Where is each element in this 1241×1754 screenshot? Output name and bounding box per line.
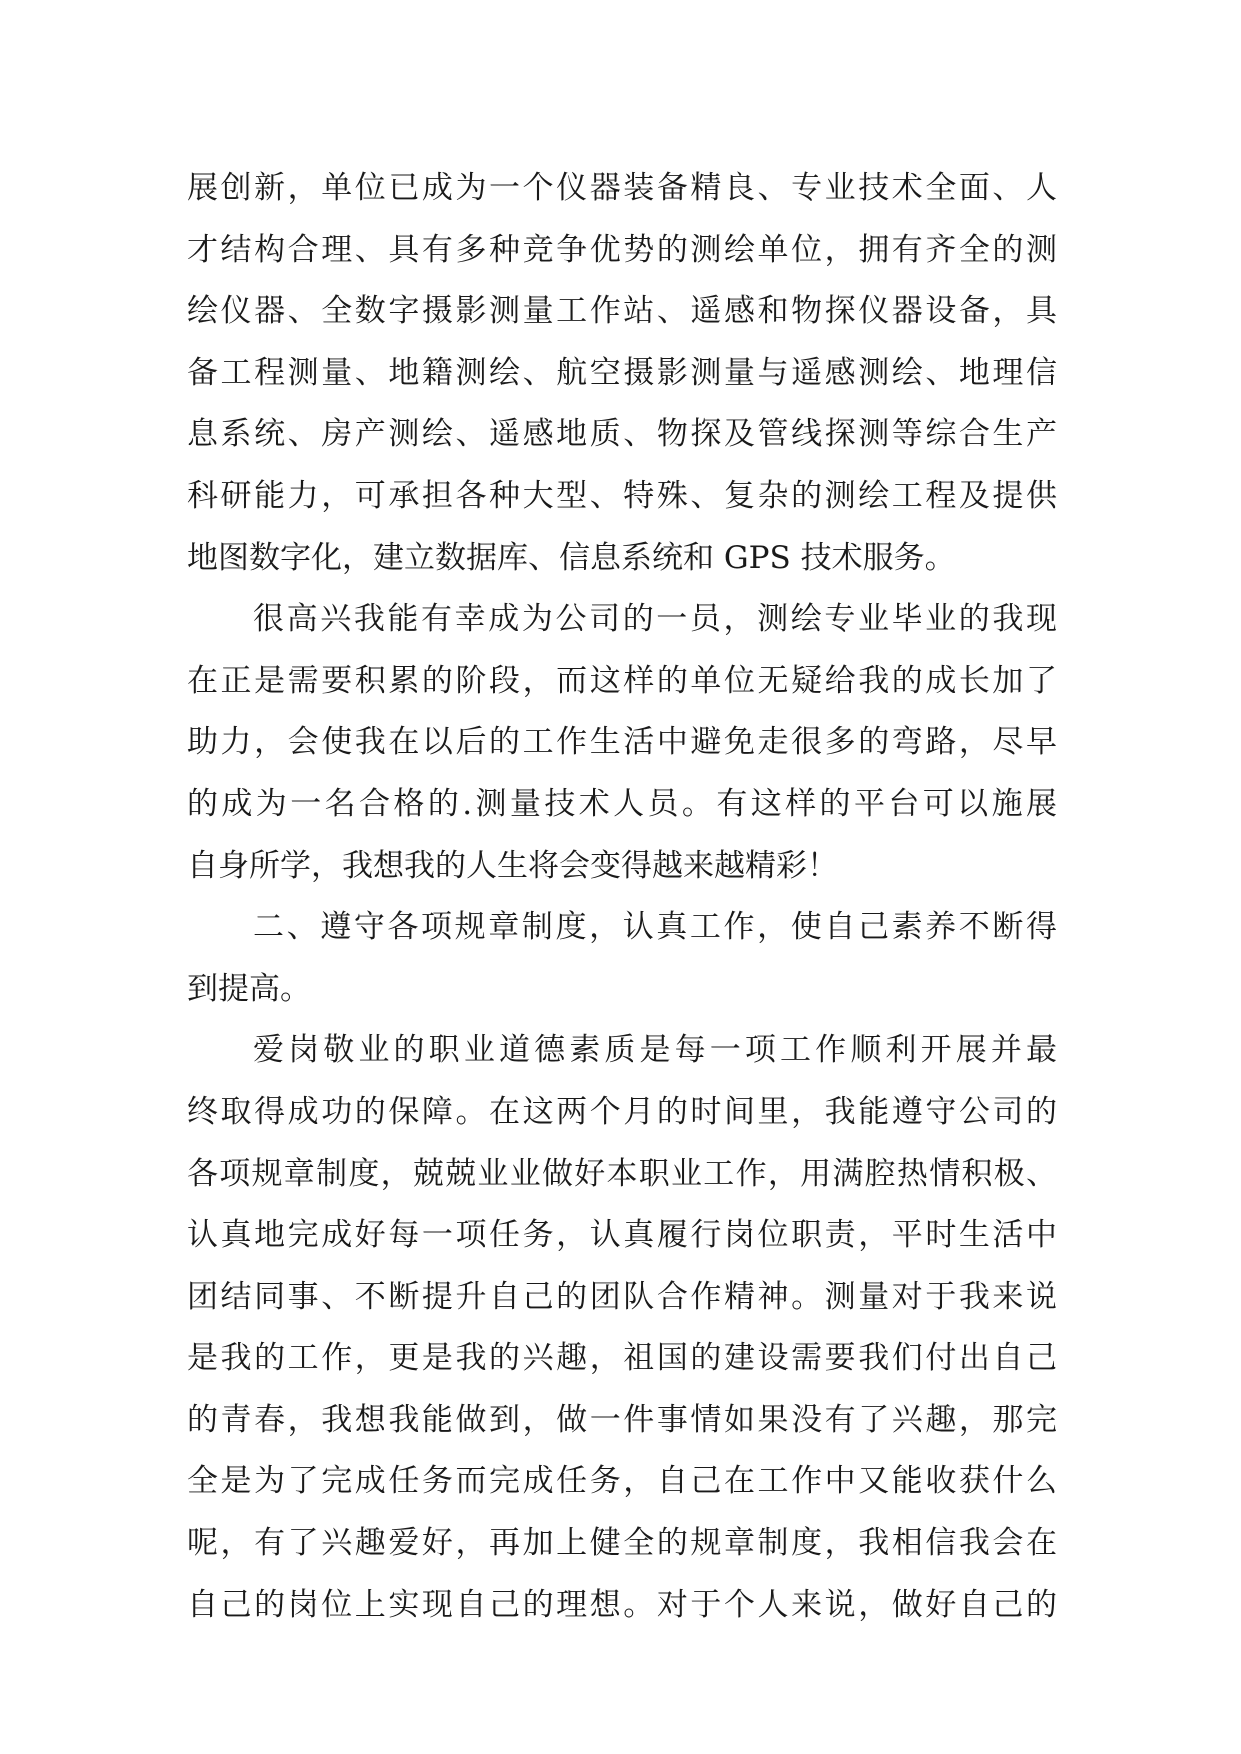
section-heading-line: 二、遵守各项规章制度，认真工作，使自己素养不断得	[253, 909, 1057, 946]
text-line: 息系统、房产测绘、遥感地质、物探及管线探测等综合生产	[187, 416, 1057, 453]
text-line: 绘仪器、全数字摄影测量工作站、遥感和物探仪器设备，具	[187, 293, 1057, 330]
text-line-paragraph-end: 自身所学，我想我的人生将会变得越来越精彩！	[187, 847, 838, 884]
text-line: 是我的工作，更是我的兴趣，祖国的建设需要我们付出自己	[187, 1340, 1057, 1377]
text-line: 的成为一名合格的.测量技术人员。有这样的平台可以施展	[187, 785, 1057, 822]
text-line: 团结同事、不断提升自己的团队合作精神。测量对于我来说	[187, 1278, 1057, 1315]
text-line-paragraph-start: 很高兴我能有幸成为公司的一员，测绘专业毕业的我现	[253, 601, 1057, 638]
text-line: 展创新，单位已成为一个仪器装备精良、专业技术全面、人	[187, 170, 1057, 206]
text-line-paragraph-end: 地图数字化，建立数据库、信息系统和 GPS 技术服务。	[187, 539, 956, 576]
text-line: 终取得成功的保障。在这两个月的时间里，我能遵守公司的	[187, 1093, 1057, 1130]
section-heading-line-end: 到提高。	[187, 970, 311, 1007]
document-page	[187, 158, 1057, 1636]
text-line: 才结构合理、具有多种竞争优势的测绘单位，拥有齐全的测	[187, 231, 1057, 268]
text-line: 的青春，我想我能做到，做一件事情如果没有了兴趣，那完	[187, 1401, 1057, 1438]
text-line-paragraph-start: 爱岗敬业的职业道德素质是每一项工作顺利开展并最	[253, 1032, 1057, 1069]
text-line: 在正是需要积累的阶段，而这样的单位无疑给我的成长加了	[187, 662, 1057, 699]
text-line: 呢，有了兴趣爱好，再加上健全的规章制度，我相信我会在	[187, 1525, 1057, 1562]
text-line: 科研能力，可承担各种大型、特殊、复杂的测绘工程及提供	[187, 477, 1057, 514]
text-line: 认真地完成好每一项任务，认真履行岗位职责，平时生活中	[187, 1217, 1057, 1254]
text-line: 各项规章制度，兢兢业业做好本职业工作，用满腔热情积极、	[187, 1155, 1057, 1192]
text-line: 备工程测量、地籍测绘、航空摄影测量与遥感测绘、地理信	[187, 354, 1057, 391]
text-line: 全是为了完成任务而完成任务，自己在工作中又能收获什么	[187, 1463, 1057, 1500]
text-line: 助力，会使我在以后的工作生活中避免走很多的弯路，尽早	[187, 724, 1057, 761]
text-line: 自己的岗位上实现自己的理想。对于个人来说，做好自己的	[187, 1586, 1057, 1623]
